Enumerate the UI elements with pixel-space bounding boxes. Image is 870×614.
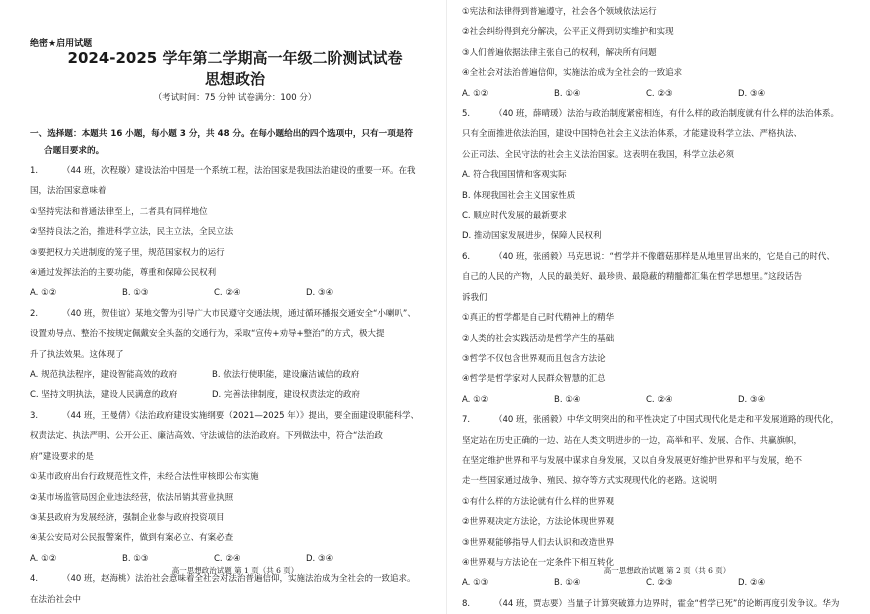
- option-b: B. 体现我国社会主义国家性质: [462, 190, 576, 201]
- option-d: D. ②④: [738, 578, 766, 589]
- question-stem: （44 班，贾志要）当量子计算突破算力边界时，霍金“哲学已死”的论断再度引发争议。华为: [494, 598, 840, 609]
- statement-4: ④哲学是哲学家对人民群众智慧的汇总: [462, 374, 606, 385]
- left-body: [30, 161, 440, 610]
- statement-1: ①真正的哲学都是自己时代精神上的精华: [462, 313, 615, 324]
- question-stem: 只有全面推进依法治国，建设中国特色社会主义法治体系，才能建设科学立法、严格执法、: [462, 129, 803, 140]
- question-stem: （40 班，张函毅）马克思说：“哲学并不像蘑菇那样是从地里冒出来的，它是自己的时代、: [494, 251, 835, 262]
- question-8: [462, 594, 870, 614]
- question-number: 1.: [30, 166, 39, 176]
- answer-options: [462, 390, 870, 410]
- option-d: D. ③④: [738, 394, 766, 405]
- question-stem: 公正司法、全民守法的社会主义法治国家。这表明在我国，科学立法必须: [462, 149, 735, 160]
- option-d: D. ③④: [306, 288, 334, 299]
- question-stem: （40 班，赵海桃）法治社会意味着全社会对法治普遍信仰，实施法治成为全社会的一致追求。: [62, 574, 416, 585]
- question-number: 5.: [462, 109, 471, 120]
- question-stem: 坚定站在历史正确的一边、站在人类文明进步的一边，高举和平、发展、合作、共赢旗帜，: [462, 435, 803, 446]
- right-column: [462, 0, 870, 614]
- page-footer-left: 高一思想政治试题 第 1 页（共 6 页）: [171, 566, 299, 575]
- option-a: A. 规范执法程序，建设智能高效的政府: [30, 370, 178, 381]
- option-b: B. ①④: [554, 88, 581, 99]
- option-d: D. ③④: [306, 553, 334, 564]
- option-a: A. ①②: [462, 394, 489, 405]
- answer-options: [462, 573, 870, 593]
- question-stem: 权责法定、执法严明、公开公正、廉洁高效、守法诚信的法治政府。下列做法中，符合“法治政: [30, 431, 383, 442]
- option-a: A. ①③: [462, 578, 489, 589]
- question-stem: 走一些国家通过战争、殖民、掠夺等方式实现现代化的老路。这说明: [462, 476, 718, 487]
- question-stem: 府”建设要求的是: [30, 451, 94, 462]
- option-a: A. ①②: [462, 88, 489, 99]
- question-number: 6.: [462, 251, 471, 262]
- statement-2: ②社会纠纷得到充分解决，公平正义得到切实维护和实现: [462, 27, 674, 38]
- question-stem: 设置劝导点、整治不按规定佩戴安全头盔的交通行为，采取“宣传+劝导+整治”的方式，极大提: [30, 329, 385, 340]
- question-1: [30, 161, 440, 304]
- option-d: D. 完善法律制度，建设权责法定的政府: [212, 390, 360, 401]
- question-stem: 诉我们: [462, 292, 488, 303]
- question-stem: （44 班，次程璇）建设法治中国是一个系统工程，法治国家是我国法治建设的重要一环。在我: [62, 166, 416, 176]
- option-a: A. 符合我国国情和客观实际: [462, 170, 567, 181]
- question-stem: 在法治社会中: [30, 594, 82, 605]
- question-stem: 自己的人民的产物，人民的最美好、最珍贵、最隐蔽的精髓都汇集在哲学思想里。”这段话告: [462, 272, 803, 283]
- option-c: C. ②④: [214, 288, 241, 299]
- question-3: [30, 406, 440, 569]
- confidential-mark: 绝密★启用试题: [30, 39, 93, 49]
- question-4-continued: [462, 2, 870, 104]
- question-number: 7.: [462, 415, 471, 426]
- option-a: A. ①②: [30, 288, 57, 299]
- statement-3: ③哲学不仅包含世界观而且包含方法论: [462, 353, 606, 364]
- exam-info: （考试时间：75 分钟 试卷满分：100 分）: [153, 93, 317, 103]
- statement-3: ③人们普遍依据法律主张自己的权利，解决所有问题: [462, 47, 657, 58]
- right-body: [462, 2, 870, 614]
- question-stem: 在坚定维护世界和平与发展中谋求自身发展，又以自身发展更好维护世界和平与发展，绝不: [462, 455, 803, 466]
- question-number: 3.: [30, 410, 39, 421]
- section-line-2: 合题目要求的。: [44, 146, 105, 156]
- statement-3: ③要把权力关进制度的笼子里，规范国家权力的运行: [30, 247, 225, 258]
- statement-4: ④全社会对法治普遍信仰，实施法治成为全社会的一致追求: [462, 68, 683, 79]
- question-stem: 升了执法效果。这体现了: [30, 349, 124, 360]
- section-line-1: 一、选择题：本题共 16 小题，每小题 3 分，共 48 分。在每小题给出的四个选项中，只有一项是符: [30, 129, 414, 139]
- statement-3: ③世界观能够指导人们去认识和改造世界: [462, 537, 615, 548]
- option-b: B. ①③: [122, 553, 149, 564]
- statement-2: ②某市场监管局因企业违法经营，依法吊销其营业执照: [30, 492, 234, 503]
- option-c: C. 坚持文明执法，建设人民满意的政府: [30, 390, 178, 401]
- answer-options: [30, 385, 440, 405]
- question-stem: （40 班，薛晴瑗）法治与政治制度紧密相连，有什么样的政治制度就有什么样的法治体系。: [494, 109, 840, 120]
- statement-2: ②人类的社会实践活动是哲学产生的基础: [462, 333, 615, 344]
- statement-1: ①有什么样的方法论就有什么样的世界观: [462, 496, 615, 507]
- option-a: A. ①②: [30, 553, 57, 564]
- answer-options: [30, 365, 440, 385]
- option-c: C. ②④: [646, 394, 673, 405]
- column-divider: [446, 0, 447, 614]
- left-column: [30, 0, 440, 614]
- option-b: B. ①③: [122, 288, 149, 299]
- answer-options: [462, 84, 870, 104]
- statement-3: ③某县政府为发展经济，强制企业参与政府投资项目: [30, 512, 225, 523]
- question-stem: 国，法治国家意味着: [30, 186, 107, 197]
- option-b: B. ①④: [554, 394, 581, 405]
- question-2: [30, 304, 440, 406]
- option-c: C. ②③: [646, 578, 673, 589]
- question-6: [462, 247, 870, 410]
- question-5: [462, 104, 870, 247]
- answer-options: [30, 283, 440, 303]
- subject-title: 思想政治: [204, 70, 265, 88]
- statement-4: ④通过发挥法治的主要功能，尊重和保障公民权利: [30, 268, 217, 279]
- option-b: B. ①④: [554, 578, 581, 589]
- statement-2: ②坚持良法之治，推进科学立法，民主立法，全民立法: [30, 227, 234, 238]
- option-b: B. 依法行使职能，建设廉洁诚信的政府: [212, 370, 360, 381]
- page-footer-right: 高一思想政治试题 第 2 页（共 6 页）: [603, 566, 731, 575]
- exam-title: 2024-2025 学年第二学期高一年级二阶测试试卷: [67, 49, 403, 67]
- option-c: C. ②④: [214, 553, 241, 564]
- question-number: 4.: [30, 574, 39, 585]
- option-d: D. 推动国家发展进步，保障人民权利: [462, 231, 602, 242]
- question-stem: （40 班，贺佳谊）某地交警为引导广大市民遵守交通法规，通过循环播报交通安全“小喇叭”、: [62, 308, 416, 319]
- statement-4: ④世界观与方法论在一定条件下相互转化: [462, 557, 615, 568]
- option-c: C. ②③: [646, 88, 673, 99]
- option-c: C. 顺应时代发展的最新要求: [462, 211, 567, 222]
- question-stem: （40 班，张函毅）中华文明突出的和平性决定了中国式现代化是走和平发展道路的现代化，: [494, 415, 840, 426]
- statement-1: ①坚持宪法和普通法律至上，二者具有同样地位: [30, 206, 208, 217]
- statement-1: ①宪法和法律得到普遍遵守，社会各个领域依法运行: [462, 7, 657, 17]
- option-d: D. ③④: [738, 88, 766, 99]
- statement-2: ②世界观决定方法论，方法论体现世界观: [462, 517, 615, 528]
- question-number: 8.: [462, 598, 471, 609]
- statement-4: ④某公安局对公民报警案件，做到有案必立、有案必查: [30, 533, 234, 544]
- question-stem: （44 班，王曼倩）《法治政府建设实施纲要（2021—2025 年）》提出，要全面建设职能科学、: [62, 410, 419, 421]
- statement-1: ①某市政府出台行政规范性文件，未经合法性审核即公布实施: [30, 472, 259, 483]
- section-heading: [30, 126, 440, 160]
- question-number: 2.: [30, 308, 39, 319]
